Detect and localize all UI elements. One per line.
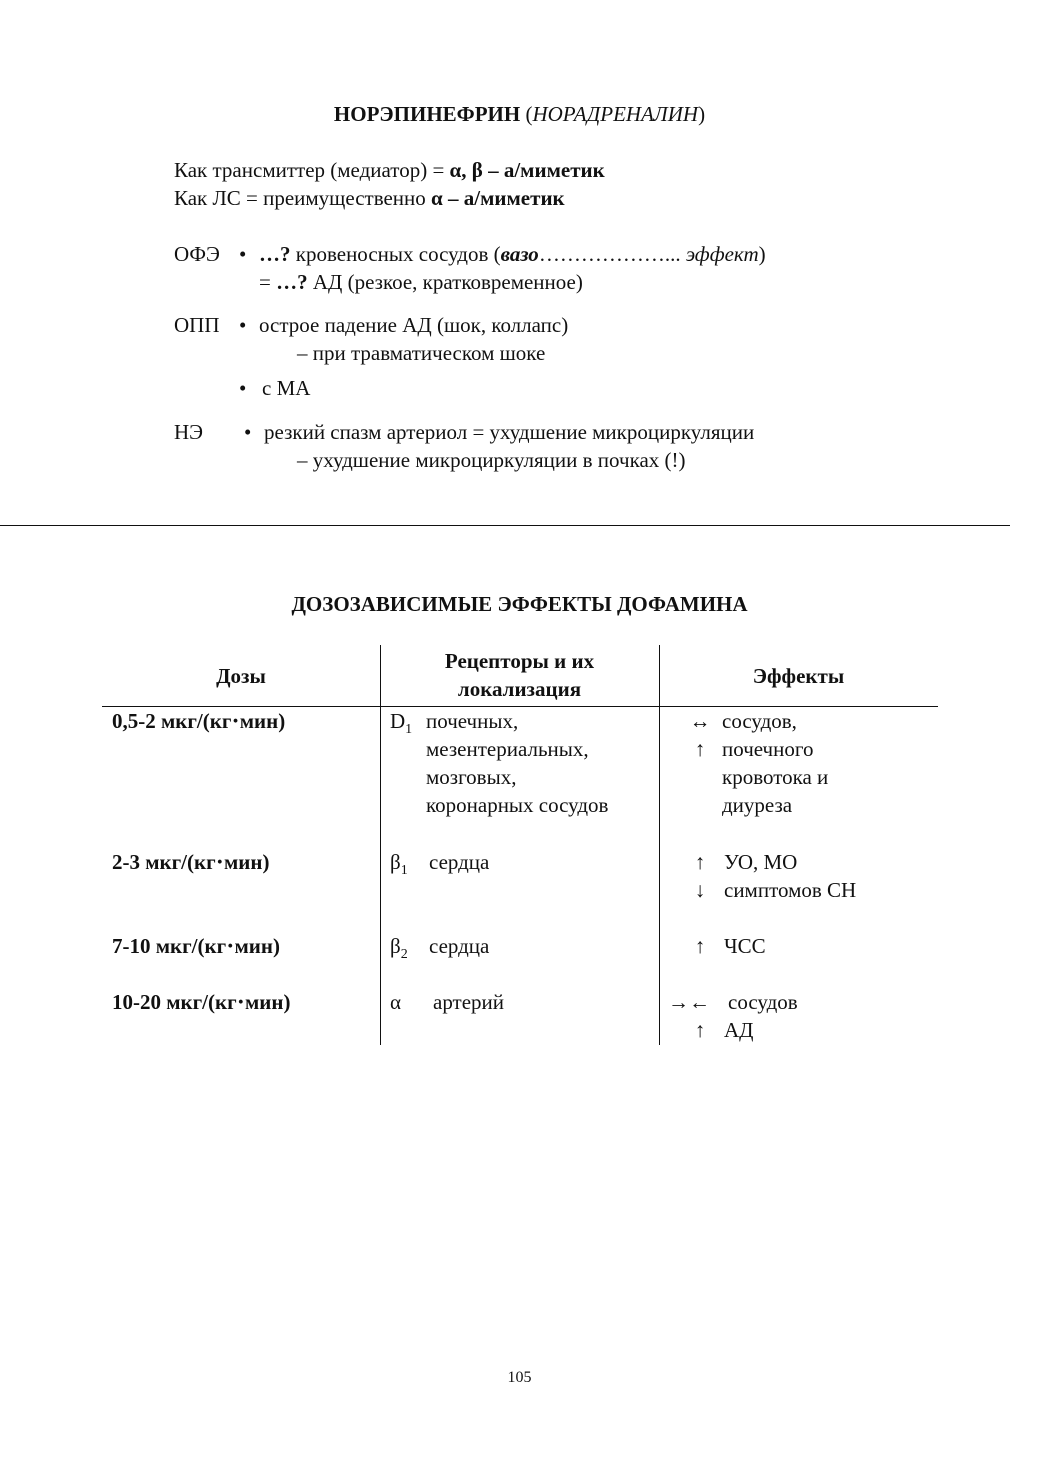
- transmitter-line: Как трансмиттер (медиатор) = α, β – а/миметик: [174, 158, 605, 182]
- dose-cell: 10-20 мкг/(кг⋅мин): [112, 990, 291, 1014]
- opp-line-2: – при травматическом шоке: [297, 341, 546, 365]
- header-effects: Эффекты: [752, 664, 845, 688]
- drug-line: Как ЛС = преимущественно α – а/миметик: [174, 186, 565, 210]
- page-number: 105: [507, 1369, 532, 1386]
- receptor-cell: $\beta_1$: [390, 850, 408, 878]
- section-divider: [0, 525, 1010, 526]
- effect-text: сосудов,: [722, 709, 797, 733]
- effect-text: ЧСС: [724, 934, 766, 958]
- effect-text: диуреза: [722, 793, 793, 817]
- localization-line: сердца: [429, 934, 490, 958]
- localization-line: почечных,: [426, 709, 519, 733]
- dose-cell: 2-3 мкг/(кг⋅мин): [112, 850, 270, 874]
- effect-text: УО, МО: [724, 850, 798, 874]
- effect-arrow: ↑: [694, 1018, 706, 1042]
- effect-arrow: ↑: [694, 737, 706, 761]
- effect-arrow: ↓: [694, 878, 706, 902]
- receptor-cell: α: [390, 990, 402, 1014]
- localization-line: коронарных сосудов: [426, 793, 609, 817]
- table-col-divider-2: [659, 645, 660, 1045]
- dopamine-title: ДОЗОЗАВИСИМЫЕ ЭФФЕКТЫ ДОФАМИНА: [291, 592, 748, 616]
- ne-line-2: – ухудшение микроциркуляции в почках (!): [297, 448, 686, 472]
- effect-arrow: ↔: [689, 709, 711, 733]
- ne-bullet: •: [244, 420, 252, 444]
- dose-cell: 7-10 мкг/(кг⋅мин): [112, 934, 280, 958]
- ne-line-1: резкий спазм артериол = ухудшение микроциркуляции: [264, 420, 755, 444]
- opp-line-3: с МА: [262, 376, 311, 400]
- effect-text: сосудов: [728, 990, 798, 1014]
- opp-bullet-2: •: [239, 376, 247, 400]
- opp-bullet: •: [239, 313, 247, 337]
- localization-line: мезентериальных,: [426, 737, 589, 761]
- ofe-bullet: •: [239, 242, 247, 266]
- header-receptors-line2: локализация: [457, 677, 582, 701]
- opp-label: ОПП: [174, 313, 220, 337]
- header-receptors-line1: Рецепторы и их: [444, 649, 595, 673]
- localization-line: артерий: [433, 990, 505, 1014]
- header-doses: Дозы: [216, 664, 266, 688]
- ne-label: НЭ: [174, 420, 204, 444]
- table-col-divider-1: [380, 645, 381, 1045]
- effect-text: симптомов СН: [724, 878, 857, 902]
- effect-text: кровотока и: [722, 765, 829, 789]
- effect-arrow: ↑: [694, 934, 706, 958]
- effect-arrow: ↑: [694, 850, 706, 874]
- dose-cell: 0,5-2 мкг/(кг⋅мин): [112, 709, 286, 733]
- receptor-cell: $\beta_2$: [390, 934, 408, 962]
- norepinephrine-title: НОРЭПИНЕФРИН (НОРАДРЕНАЛИН): [333, 102, 706, 126]
- ofe-line-1: …? кровеносных сосудов (вазо………………... эффект): [259, 242, 766, 266]
- effect-arrow: →←: [668, 990, 710, 1014]
- effect-text: почечного: [722, 737, 814, 761]
- effect-text: АД: [724, 1018, 754, 1042]
- ofe-label: ОФЭ: [174, 242, 220, 266]
- receptor-cell: $D_1$: [390, 709, 413, 737]
- localization-line: сердца: [429, 850, 490, 874]
- opp-line-1: острое падение АД (шок, коллапс): [259, 313, 569, 337]
- localization-line: мозговых,: [426, 765, 517, 789]
- ofe-line-2: = …? АД (резкое, кратковременное): [259, 270, 583, 294]
